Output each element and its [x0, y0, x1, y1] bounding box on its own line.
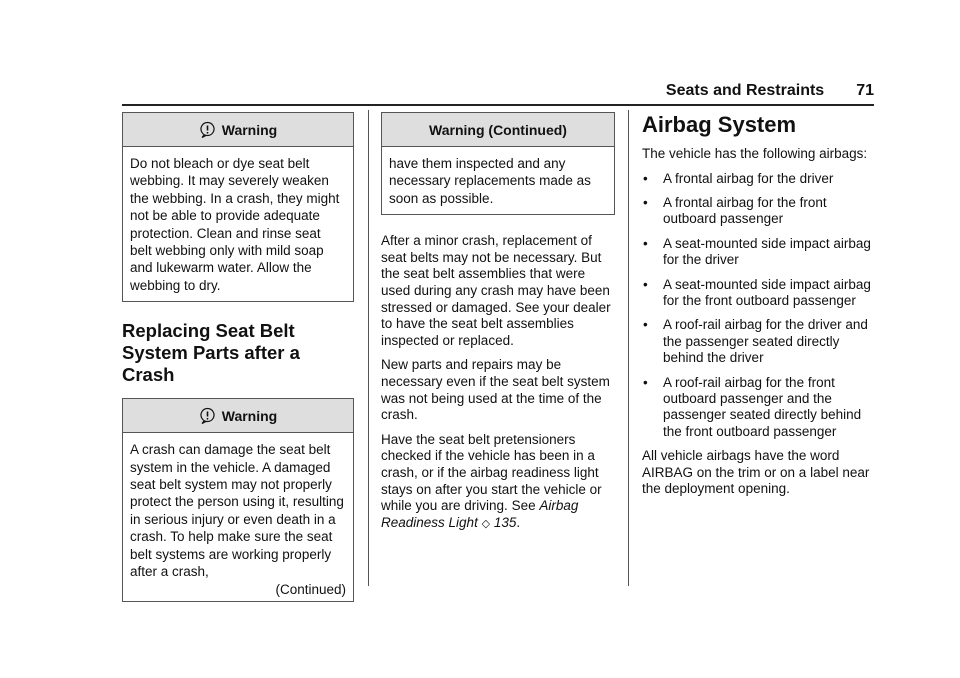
- warning-box: [122, 398, 354, 602]
- speech-bubble-icon: [199, 121, 216, 138]
- page-header: [122, 82, 874, 106]
- warning-header: [123, 399, 353, 433]
- cross-reference-link[interactable]: Airbag Readiness Light: [381, 498, 579, 530]
- column-divider: [368, 110, 369, 586]
- list-item-text: A roof-rail airbag for the front outboard passenger and the passenger seated directly behind the front outboard passenger: [663, 374, 862, 439]
- paragraph: After a minor crash, replacement of seat belts may not be necessary. But the seat belt assemblies that were used during any crash may have been stressed or damaged. See your dealer to have the seat belt assemblies inspected or replaced.: [381, 233, 611, 348]
- warning-title: Warning (Continued): [429, 121, 567, 138]
- section-heading: Replacing Seat Belt System Parts after a Crash: [122, 320, 300, 386]
- list-item-text: A frontal airbag for the front outboard passenger: [663, 195, 827, 227]
- column-right: [642, 112, 874, 498]
- list-item-text: A roof-rail airbag for the driver and the passenger seated directly behind the driver: [663, 317, 868, 366]
- bullet-icon: •: [643, 374, 648, 390]
- paragraph: The vehicle has the following airbags:: [642, 146, 868, 161]
- bullet-icon: •: [643, 235, 648, 251]
- paragraph: [381, 432, 615, 533]
- airbag-list: [642, 171, 874, 441]
- page-reference[interactable]: 135: [493, 514, 517, 530]
- column-divider: [628, 110, 629, 586]
- warning-text: [123, 433, 353, 601]
- list-item: [642, 195, 874, 228]
- warning-text: Do not bleach or dye seat belt webbing. It may severely weaken the webbing. In a crash, they might not be able to provide adequate protection. Clean and rinse seat belt webbing only with mild soap and lukewarm water. Allow the webbing to dry.: [130, 156, 340, 293]
- warning-header: [123, 113, 353, 147]
- page-ref-icon: ◇: [481, 517, 491, 530]
- page-number: 71: [856, 82, 874, 99]
- paragraph: New parts and repairs may be necessary even if the seat belt system was not being used at the time of the crash.: [381, 357, 610, 423]
- list-item-text: A frontal airbag for the driver: [663, 170, 834, 186]
- warning-box: [381, 112, 615, 215]
- column-left: [122, 112, 354, 602]
- warning-box: [122, 112, 354, 302]
- bullet-icon: •: [643, 317, 648, 333]
- warning-header: [382, 113, 614, 147]
- period: .: [516, 514, 521, 530]
- list-item-text: A seat-mounted side impact airbag for the front outboard passenger: [663, 276, 871, 309]
- speech-bubble-icon: [199, 407, 216, 424]
- list-item: [642, 317, 874, 366]
- section-heading: Airbag System: [642, 112, 797, 137]
- continued-label: (Continued): [275, 581, 346, 597]
- warning-title: Warning: [221, 407, 278, 424]
- bullet-icon: •: [643, 276, 648, 292]
- list-item: [642, 277, 874, 310]
- bullet-icon: •: [643, 170, 648, 186]
- bullet-icon: •: [643, 195, 648, 210]
- list-item-text: A seat-mounted side impact airbag for the driver: [663, 235, 871, 268]
- paragraph: All vehicle airbags have the word AIRBAG on the trim or on a label near the deployment opening.: [642, 448, 870, 497]
- column-middle: [381, 112, 615, 532]
- list-item: [642, 375, 874, 441]
- section-title: Seats and Restraints: [665, 82, 825, 99]
- warning-title: Warning: [221, 121, 278, 138]
- list-item: [642, 236, 874, 269]
- warning-text: have them inspected and any necessary replacements made as soon as possible.: [389, 156, 591, 206]
- list-item: [642, 171, 874, 187]
- warning-body: A crash can damage the seat belt system in the vehicle. A damaged seat belt system may not properly protect the person using it, resulting in serious injury or even death in a crash. To help make sure the seat belt systems are working properly after a crash,: [130, 442, 344, 580]
- paragraph-text: Have the seat belt pretensioners checked if the vehicle has been in a crash, or if the airbag readiness light stays on after you start the vehicle or while you are driving. See: [381, 431, 602, 514]
